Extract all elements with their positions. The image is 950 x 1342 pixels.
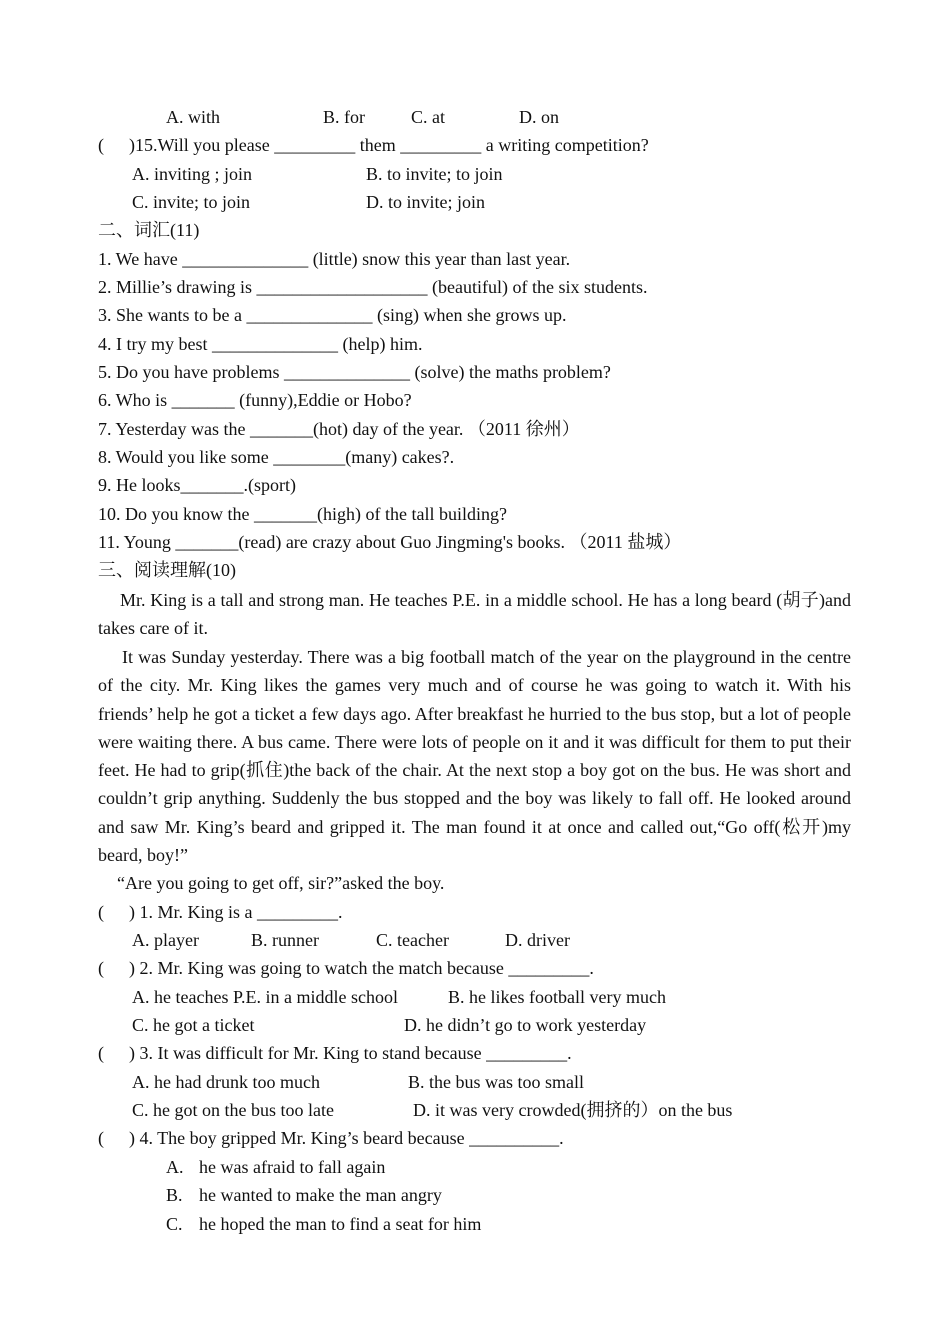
- q4-stem: ) 4. The boy gripped Mr. King’s beard because __________.: [129, 1128, 564, 1148]
- q3-stem: ) 3. It was difficult for Mr. King to stand because _________.: [129, 1043, 572, 1063]
- q15-option-a: A. inviting ; join: [132, 164, 253, 184]
- q3-answer-bracket: (: [98, 1043, 104, 1063]
- reading-heading: 三、阅读理解(10): [98, 560, 236, 580]
- q2-option-c: C. he got a ticket: [132, 1015, 255, 1035]
- q3-option-b: B. the bus was too small: [408, 1072, 584, 1092]
- q4-option-a-letter: A.: [166, 1157, 184, 1177]
- q3-option-d: D. it was very crowded(拥挤的）on the bus: [413, 1100, 733, 1120]
- q2-option-d: D. he didn’t go to work yesterday: [404, 1015, 647, 1035]
- vocab-item: 11. Young _______(read) are crazy about Guo Jingming's books. （2011 盐城）: [98, 532, 682, 552]
- q1-option-a: A. player: [132, 930, 199, 950]
- q14-option-c: C. at: [411, 107, 445, 127]
- q4-option-a: he was afraid to fall again: [199, 1157, 386, 1177]
- q4-option-b: he wanted to make the man angry: [199, 1185, 442, 1205]
- q15-answer-bracket: (: [98, 135, 104, 155]
- vocab-heading: 二、词汇(11): [98, 220, 200, 240]
- q2-answer-bracket: (: [98, 958, 104, 978]
- vocab-item: 5. Do you have problems ______________ (solve) the maths problem?: [98, 362, 611, 382]
- q1-stem: ) 1. Mr. King is a _________.: [129, 902, 343, 922]
- q3-option-c: C. he got on the bus too late: [132, 1100, 334, 1120]
- vocab-item: 2. Millie’s drawing is ___________________ (beautiful) of the six students.: [98, 277, 648, 297]
- vocab-item: 7. Yesterday was the _______(hot) day of the year. （2011 徐州）: [98, 419, 580, 439]
- q2-stem: ) 2. Mr. King was going to watch the match because _________.: [129, 958, 594, 978]
- q15-option-b: B. to invite; to join: [366, 164, 503, 184]
- q4-option-c-letter: C.: [166, 1214, 183, 1234]
- q2-option-b: B. he likes football very much: [448, 987, 666, 1007]
- vocab-item: 3. She wants to be a ______________ (sing) when she grows up.: [98, 305, 567, 325]
- q3-option-a: A. he had drunk too much: [132, 1072, 320, 1092]
- q4-option-c: he hoped the man to find a seat for him: [199, 1214, 482, 1234]
- q2-option-a: A. he teaches P.E. in a middle school: [132, 987, 398, 1007]
- q14-option-a: A. with: [166, 107, 220, 127]
- q15-option-c: C. invite; to join: [132, 192, 251, 212]
- reading-paragraph-3: “Are you going to get off, sir?”asked the boy.: [117, 873, 445, 893]
- q1-option-b: B. runner: [251, 930, 319, 950]
- vocab-item: 8. Would you like some ________(many) cakes?.: [98, 447, 455, 467]
- q15-question: )15.Will you please _________ them _________ a writing competition?: [129, 135, 649, 155]
- reading-paragraph-1: Mr. King is a tall and strong man. He teaches P.E. in a middle school. He has a long beard (胡子)and takes care of it.: [98, 590, 851, 639]
- reading-paragraph-2: It was Sunday yesterday. There was a big football match of the year on the playground in the centre of the city. Mr. King likes the games very much and of course he was going to watch it. With his friends’ help he got a ticket a few days ago. After breakfast he hurried to the bus stop, but a lot of people were waiting there. A bus came. There were lots of people on it and it was difficult for them to put their feet. He had to grip(抓住)the back of the chair. At the next stop a boy got on the bus. He was short and couldn’t grip anything. Suddenly the bus stopped and the boy was likely to fall off. He looked around and saw Mr. King’s beard and gripped it. The man found it at once and called out,“Go off(松开)my beard, boy!”: [98, 647, 851, 866]
- q14-option-b: B. for: [323, 107, 365, 127]
- q1-option-c: C. teacher: [376, 930, 449, 950]
- q1-option-d: D. driver: [505, 930, 570, 950]
- q14-option-d: D. on: [519, 107, 559, 127]
- vocab-item: 10. Do you know the _______(high) of the tall building?: [98, 504, 507, 524]
- q4-option-b-letter: B.: [166, 1185, 183, 1205]
- q4-answer-bracket: (: [98, 1128, 104, 1148]
- vocab-item: 4. I try my best ______________ (help) him.: [98, 334, 423, 354]
- vocab-item: 1. We have ______________ (little) snow this year than last year.: [98, 249, 571, 269]
- vocab-item: 9. He looks_______.(sport): [98, 475, 296, 495]
- q1-answer-bracket: (: [98, 902, 104, 922]
- vocab-item: 6. Who is _______ (funny),Eddie or Hobo?: [98, 390, 412, 410]
- q15-option-d: D. to invite; join: [366, 192, 485, 212]
